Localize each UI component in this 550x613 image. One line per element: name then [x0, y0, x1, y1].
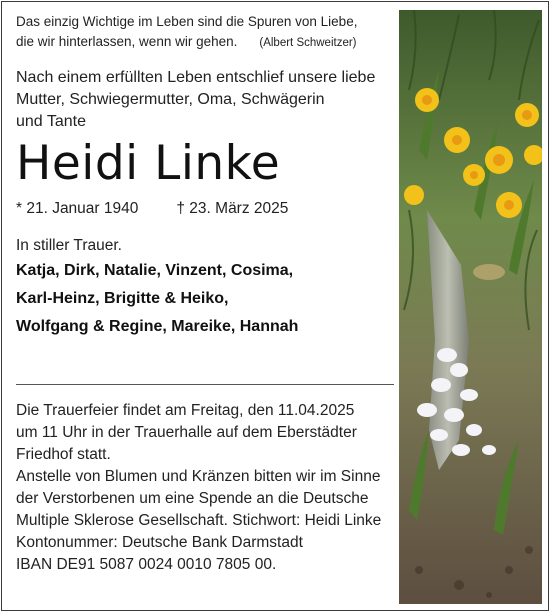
- intro-text: [16, 67, 396, 133]
- mourners-list: [16, 257, 396, 341]
- intro-line-3: und Tante: [16, 113, 86, 130]
- iban: IBAN DE91 5087 0024 0010 7805 00.: [16, 556, 277, 573]
- mourners-line-2: Karl-Heinz, Brigitte & Heiko,: [16, 290, 229, 307]
- funeral-line-3: Friedhof statt.: [16, 446, 111, 463]
- quote-line-2-text: die wir hinterlassen, wenn wir gehen.: [16, 34, 238, 49]
- quote-author: (Albert Schweitzer): [259, 37, 357, 49]
- quote-line-2: [16, 32, 396, 53]
- section-divider: [16, 384, 394, 385]
- text-column: [16, 12, 396, 341]
- donation-line-2: der Verstorbenen um eine Spende an die Deutsche: [16, 490, 369, 507]
- deceased-name: Heidi Linke: [16, 136, 281, 191]
- flowers-illustration: [399, 10, 542, 604]
- mourners-line-1: Katja, Dirk, Natalie, Vinzent, Cosima,: [16, 262, 294, 279]
- funeral-line-2: um 11 Uhr in der Trauerhalle auf dem Eberstädter: [16, 424, 357, 441]
- intro-line-2: Mutter, Schwiegermutter, Oma, Schwägerin: [16, 91, 325, 108]
- mourners-heading: In stiller Trauer.: [16, 237, 122, 254]
- bank-account: Kontonummer: Deutsche Bank Darmstadt: [16, 534, 303, 551]
- funeral-line-1: Die Trauerfeier findet am Freitag, den 11.04.2025: [16, 402, 355, 419]
- quote-line-1: Das einzig Wichtige im Leben sind die Spuren von Liebe,: [16, 14, 358, 29]
- intro-line-1: Nach einem erfüllten Leben entschlief unsere liebe: [16, 69, 376, 86]
- birth-date: * 21. Januar 1940: [16, 200, 139, 217]
- donation-line-1: Anstelle von Blumen und Kränzen bitten wir im Sinne: [16, 468, 381, 485]
- donation-line-3: Multiple Sklerose Gesellschaft. Stichwort: Heidi Linke: [16, 512, 382, 529]
- mourners-line-3: Wolfgang & Regine, Mareike, Hannah: [16, 318, 299, 335]
- death-date: † 23. März 2025: [176, 200, 289, 217]
- quote: [16, 12, 396, 53]
- life-dates: [16, 199, 396, 219]
- obituary-notice: [1, 1, 549, 611]
- flowers-photo: [399, 10, 542, 604]
